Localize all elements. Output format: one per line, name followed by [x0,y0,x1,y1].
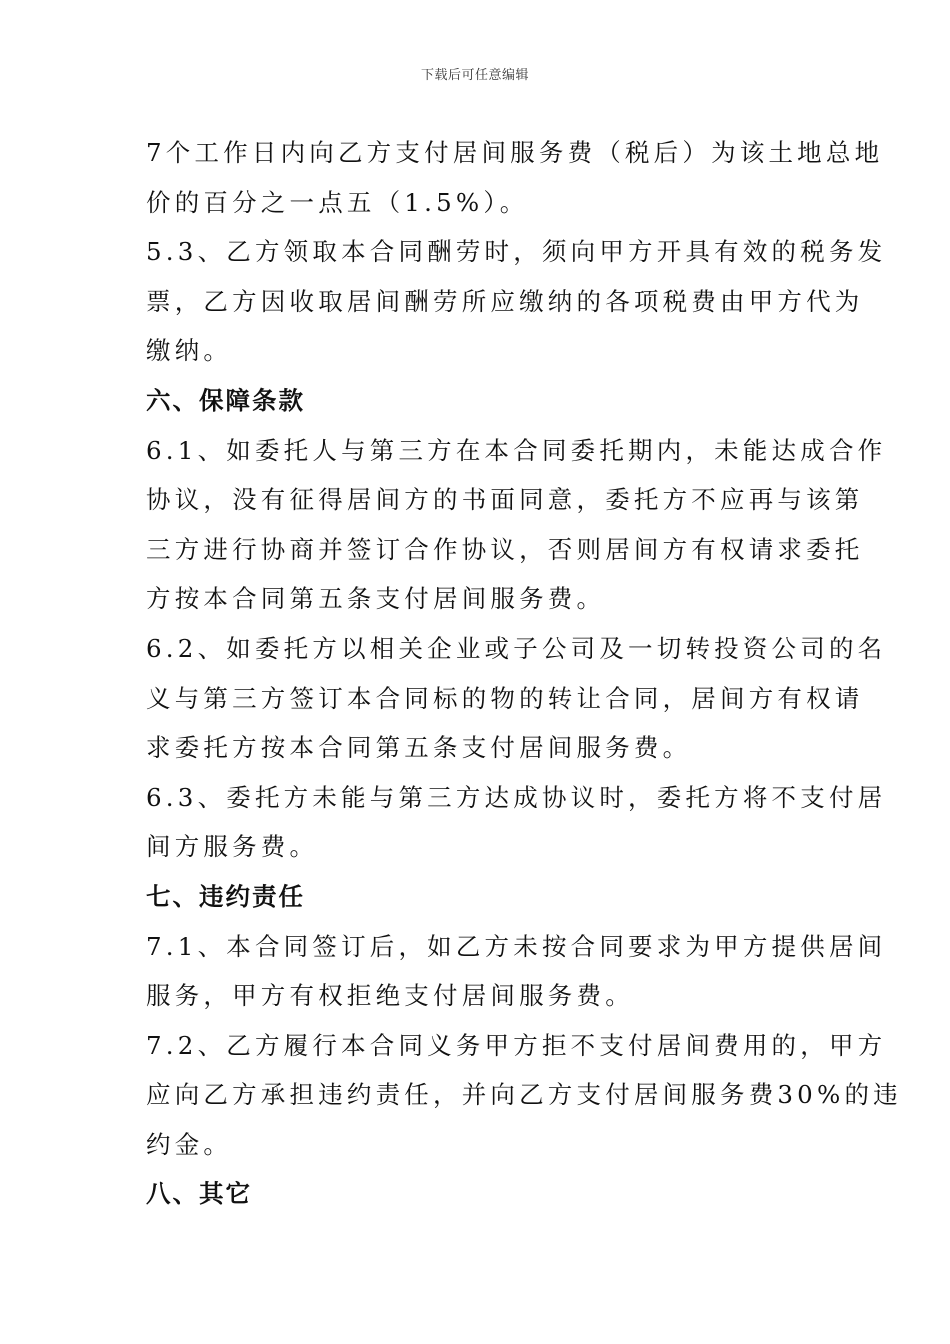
body-line: 应向乙方承担违约责任，并向乙方支付居间服务费30%的违 [146,1080,902,1110]
body-line: 价的百分之一点五（1.5%）。 [146,187,529,217]
body-line: 6.2、如委托方以相关企业或子公司及一切转投资公司的名 [146,633,887,663]
body-line: 7.1、本合同签订后，如乙方未按合同要求为甲方提供居间 [146,931,887,961]
body-line: 三方进行协商并签订合作协议，否则居间方有权请求委托 [146,534,864,564]
body-line: 7.2、乙方履行本合同义务甲方拒不支付居间费用的，甲方 [146,1030,887,1060]
body-line: 6.3、委托方未能与第三方达成协议时，委托方将不支付居 [146,782,887,812]
page-header-watermark: 下载后可任意编辑 [420,68,529,83]
body-line: 协议，没有征得居间方的书面同意，委托方不应再与该第 [146,485,864,515]
body-line: 7个工作日内向乙方支付居间服务费（税后）为该土地总地 [146,138,884,167]
document-body [146,128,902,1219]
section-heading: 六、保障条款 [146,385,305,415]
body-line: 缴纳。 [146,336,233,366]
body-line: 5.3、乙方领取本合同酬劳时，须向甲方开具有效的税务发 [146,237,887,267]
body-line: 6.1、如委托人与第三方在本合同委托期内，未能达成合作 [146,435,887,465]
body-line: 服务，甲方有权拒绝支付居间服务费。 [146,981,634,1011]
section-heading: 八、其它 [146,1179,252,1209]
body-line: 方按本合同第五条支付居间服务费。 [146,584,606,614]
body-line: 义与第三方签订本合同标的物的转让合同，居间方有权请 [146,683,864,713]
section-heading: 七、违约责任 [146,881,305,911]
body-line: 票，乙方因收取居间酬劳所应缴纳的各项税费由甲方代为 [146,286,864,316]
body-line: 间方服务费。 [146,832,319,862]
body-line: 约金。 [146,1129,233,1159]
body-line: 求委托方按本合同第五条支付居间服务费。 [146,733,692,763]
